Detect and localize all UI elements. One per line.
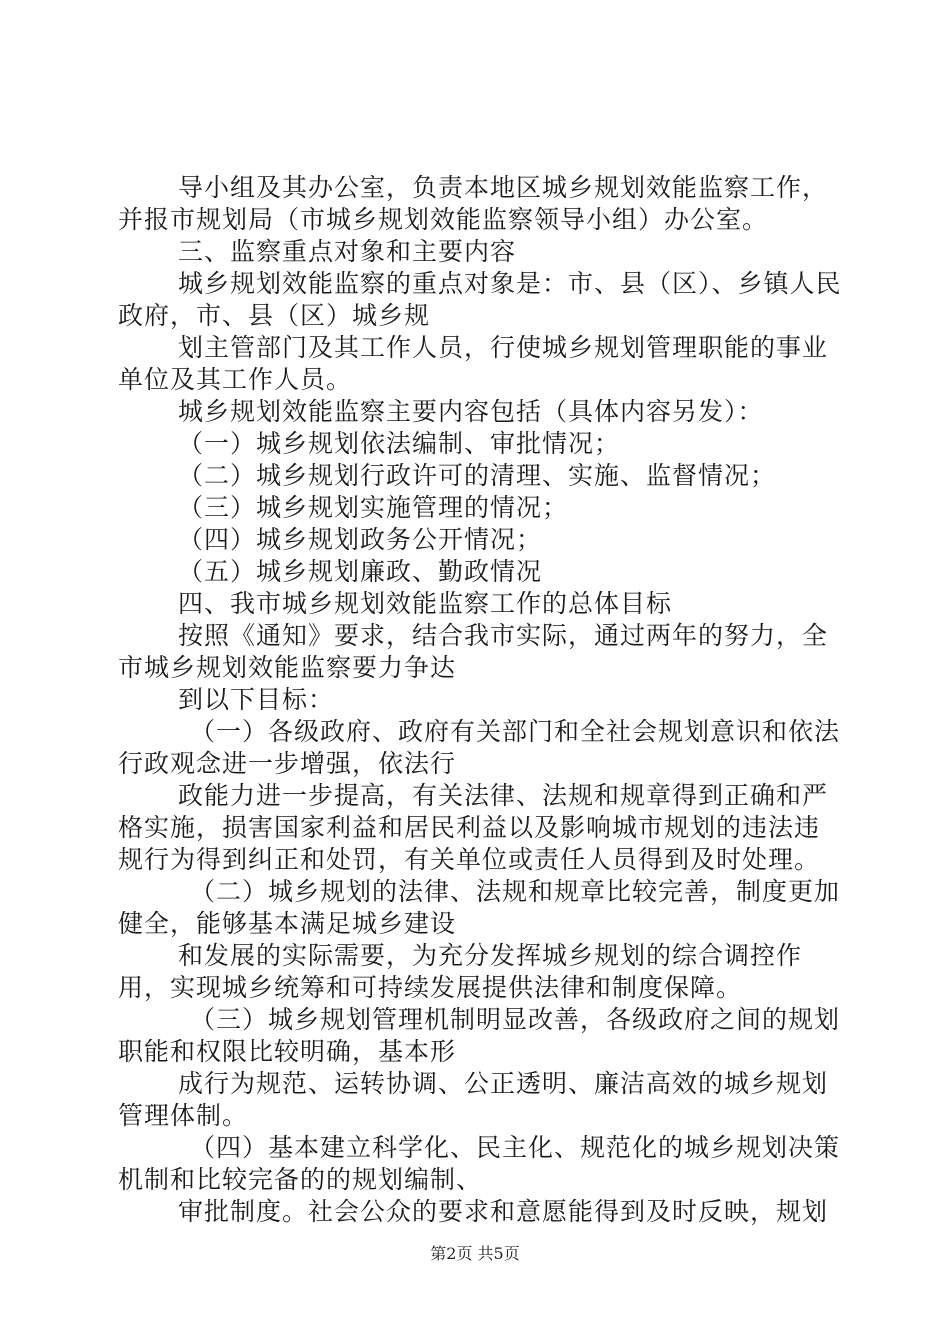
paragraph: 和发展的实际需要，为充分发挥城乡规划的综合调控作用，实现城乡统筹和可持续发展提供法律和制度保障。 [118, 941, 803, 1002]
paragraph: 审批制度。社会公众的要求和意愿能得到及时反映，规划 [178, 1197, 829, 1226]
paragraph: （一）城乡规划依法编制、审批情况； [178, 429, 621, 458]
paragraph: （二）城乡规划行政许可的清理、实施、监督情况； [178, 461, 777, 490]
paragraph: 城乡规划效能监察主要内容包括（具体内容另发）： [178, 397, 764, 426]
paragraph: 成行为规范、运转协调、公正透明、廉洁高效的城乡规划管理体制。 [118, 1069, 829, 1130]
paragraph: 到以下目标： [178, 685, 335, 714]
paragraph: 政能力进一步提高，有关法律、法规和规章得到正确和严格实施，损害国家利益和居民利益以及影响城市规划的违法违规行为得到纠正和处罚，有关单位或责任人员得到及时处理。 [118, 781, 829, 874]
page-number-footer: 第2页 共5页 [430, 1244, 520, 1263]
paragraph: 三、监察重点对象和主要内容 [178, 237, 517, 266]
paragraph: （一）各级政府、政府有关部门和全社会规划意识和依法行政观念进一步增强，依法行 [118, 717, 841, 778]
paragraph: （二）城乡规划的法律、法规和规章比较完善，制度更加健全，能够基本满足城乡建设 [118, 877, 841, 938]
paragraph: （四）城乡规划政务公开情况； [178, 525, 543, 554]
paragraph: （五）城乡规划廉政、勤政情况 [178, 557, 543, 586]
paragraph: 按照《通知》要求，结合我市实际，通过两年的努力，全市城乡规划效能监察要力争达 [118, 621, 829, 682]
paragraph: （三）城乡规划管理机制明显改善，各级政府之间的规划职能和权限比较明确，基本形 [118, 1005, 841, 1066]
paragraph: 四、我市城乡规划效能监察工作的总体目标 [178, 589, 673, 618]
paragraph: （四）基本建立科学化、民主化、规范化的城乡规划决策机制和比较完备的的规划编制、 [118, 1133, 841, 1194]
paragraph: 划主管部门及其工作人员，行使城乡规划管理职能的事业单位及其工作人员。 [118, 333, 829, 394]
paragraph: 导小组及其办公室，负责本地区城乡规划效能监察工作，并报市规划局（市城乡规划效能监察领导小组）办公室。 [118, 173, 829, 234]
paragraph: （三）城乡规划实施管理的情况； [178, 493, 569, 522]
document-body [118, 172, 844, 1228]
paragraph: 城乡规划效能监察的重点对象是：市、县（区）、乡镇人民政府，市、县（区）城乡规 [118, 269, 842, 330]
